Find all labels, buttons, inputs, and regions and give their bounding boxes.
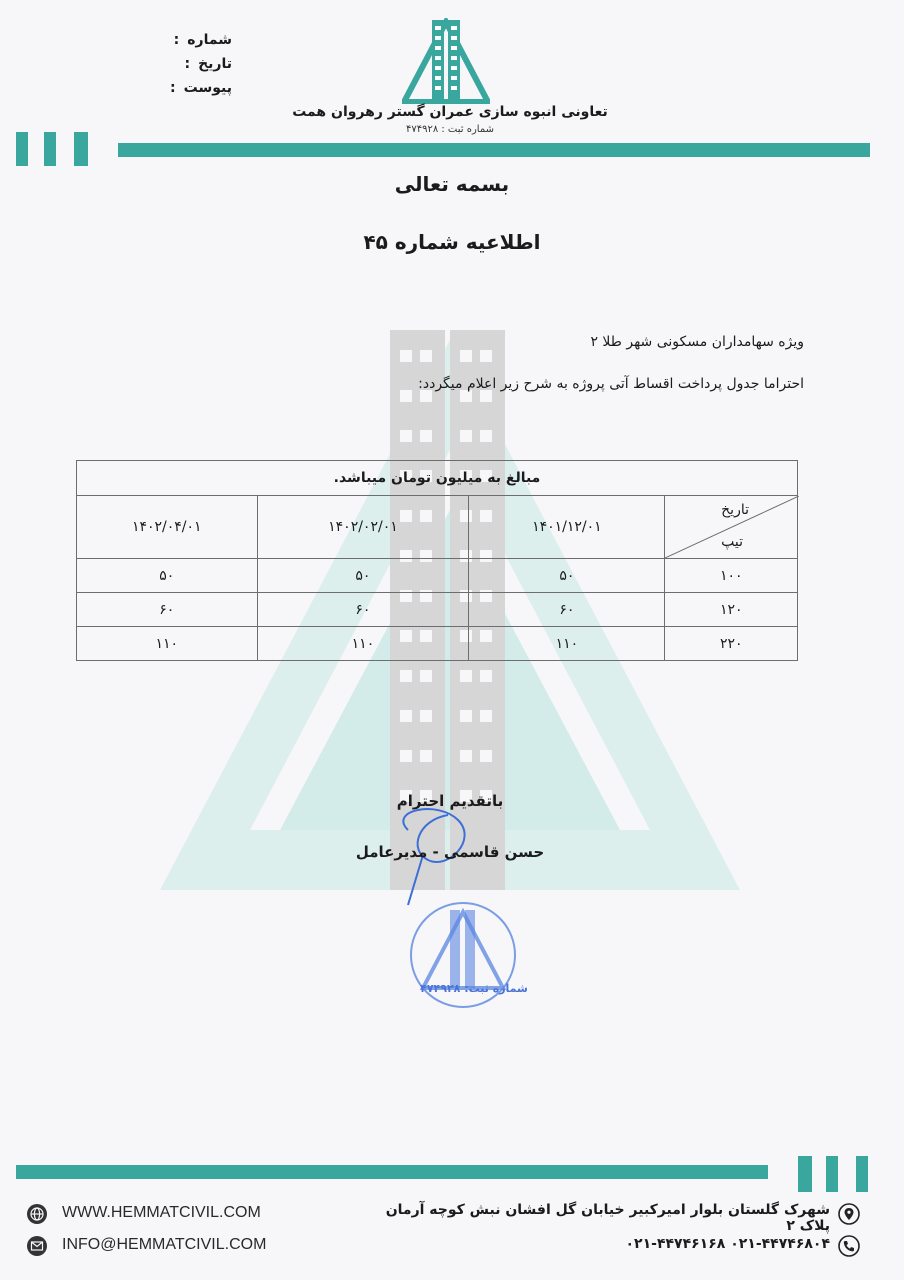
installment-table <box>76 460 798 661</box>
corner-type-label: تیپ <box>721 534 743 550</box>
table-header-date: ۱۴۰۲/۰۴/۰۱ <box>77 496 258 559</box>
header-accent-bar <box>44 132 56 166</box>
company-name: تعاونی انبوه سازی عمران گستر رهروان همت <box>292 104 608 120</box>
footer-address: شهرک گلستان بلوار امیرکبیر خیابان گل افشان نبش کوچه آرمان پلاک ۲ <box>385 1202 830 1234</box>
table-cell: ۶۰ <box>77 593 258 627</box>
table-type-cell: ۲۲۰ <box>665 627 798 661</box>
meta-attachment: پیوست : <box>112 76 232 100</box>
signer-name: حسن قاسمی - مدیرعامل <box>355 843 545 861</box>
registration-number: شماره ثبت : ۴۷۴۹۲۸ <box>405 124 495 135</box>
table-caption: مبالغ به میلیون تومان میباشد. <box>77 461 798 496</box>
phone-icon <box>838 1235 860 1257</box>
regards-text: باتقدیم احترام <box>396 792 504 810</box>
mail-icon <box>26 1235 48 1257</box>
company-logo-icon <box>402 18 490 104</box>
notice-title: اطلاعیه شماره ۴۵ <box>363 230 541 254</box>
globe-icon <box>26 1203 48 1225</box>
table-row <box>77 627 798 661</box>
header-divider <box>118 143 870 157</box>
table-corner-cell <box>665 496 798 559</box>
table-cell: ۱۱۰ <box>469 627 665 661</box>
table-cell: ۶۰ <box>257 593 469 627</box>
meta-number: شماره : <box>112 28 232 52</box>
footer-divider <box>16 1165 768 1179</box>
location-pin-icon <box>838 1203 860 1225</box>
table-cell: ۱۱۰ <box>77 627 258 661</box>
addressee-line: ویژه سهامداران مسکونی شهر طلا ۲ <box>590 334 804 350</box>
corner-date-label: تاریخ <box>721 502 749 518</box>
table-header-row <box>77 496 798 559</box>
intro-line: احتراما جدول پرداخت اقساط آتی پروژه به شرح زیر اعلام میگردد: <box>418 376 804 392</box>
meta-date: تاریخ : <box>112 52 232 76</box>
header-accent-bar <box>16 132 28 166</box>
footer-email-link[interactable]: INFO@HEMMATCIVIL.COM <box>62 1236 267 1253</box>
stamp-registration: شماره ثبت: ۴۷۴۹۲۸ <box>420 982 528 995</box>
table-type-cell: ۱۲۰ <box>665 593 798 627</box>
table-header-date: ۱۴۰۲/۰۲/۰۱ <box>257 496 469 559</box>
table-cell: ۵۰ <box>469 559 665 593</box>
table-header-date: ۱۴۰۱/۱۲/۰۱ <box>469 496 665 559</box>
table-type-cell: ۱۰۰ <box>665 559 798 593</box>
meta-date-label: تاریخ <box>198 56 232 72</box>
footer-accent-bar <box>856 1156 868 1192</box>
table-cell: ۶۰ <box>469 593 665 627</box>
table-cell: ۵۰ <box>77 559 258 593</box>
meta-attachment-label: پیوست <box>183 80 232 96</box>
bismillah-heading: بسمه تعالی <box>394 172 510 196</box>
letter-meta-fields <box>112 28 232 100</box>
table-row <box>77 559 798 593</box>
footer-phones: ۰۲۱-۴۴۷۴۶۸۰۴ ۰۲۱-۴۴۷۴۶۱۶۸ <box>625 1236 830 1252</box>
footer-accent-bar <box>798 1156 812 1192</box>
table-cell: ۵۰ <box>257 559 469 593</box>
header-accent-bar <box>74 132 88 166</box>
table-row <box>77 593 798 627</box>
footer-website-link[interactable]: WWW.HEMMATCIVIL.COM <box>62 1204 261 1221</box>
footer-accent-bar <box>826 1156 838 1192</box>
meta-number-label: شماره <box>187 32 232 48</box>
table-cell: ۱۱۰ <box>257 627 469 661</box>
